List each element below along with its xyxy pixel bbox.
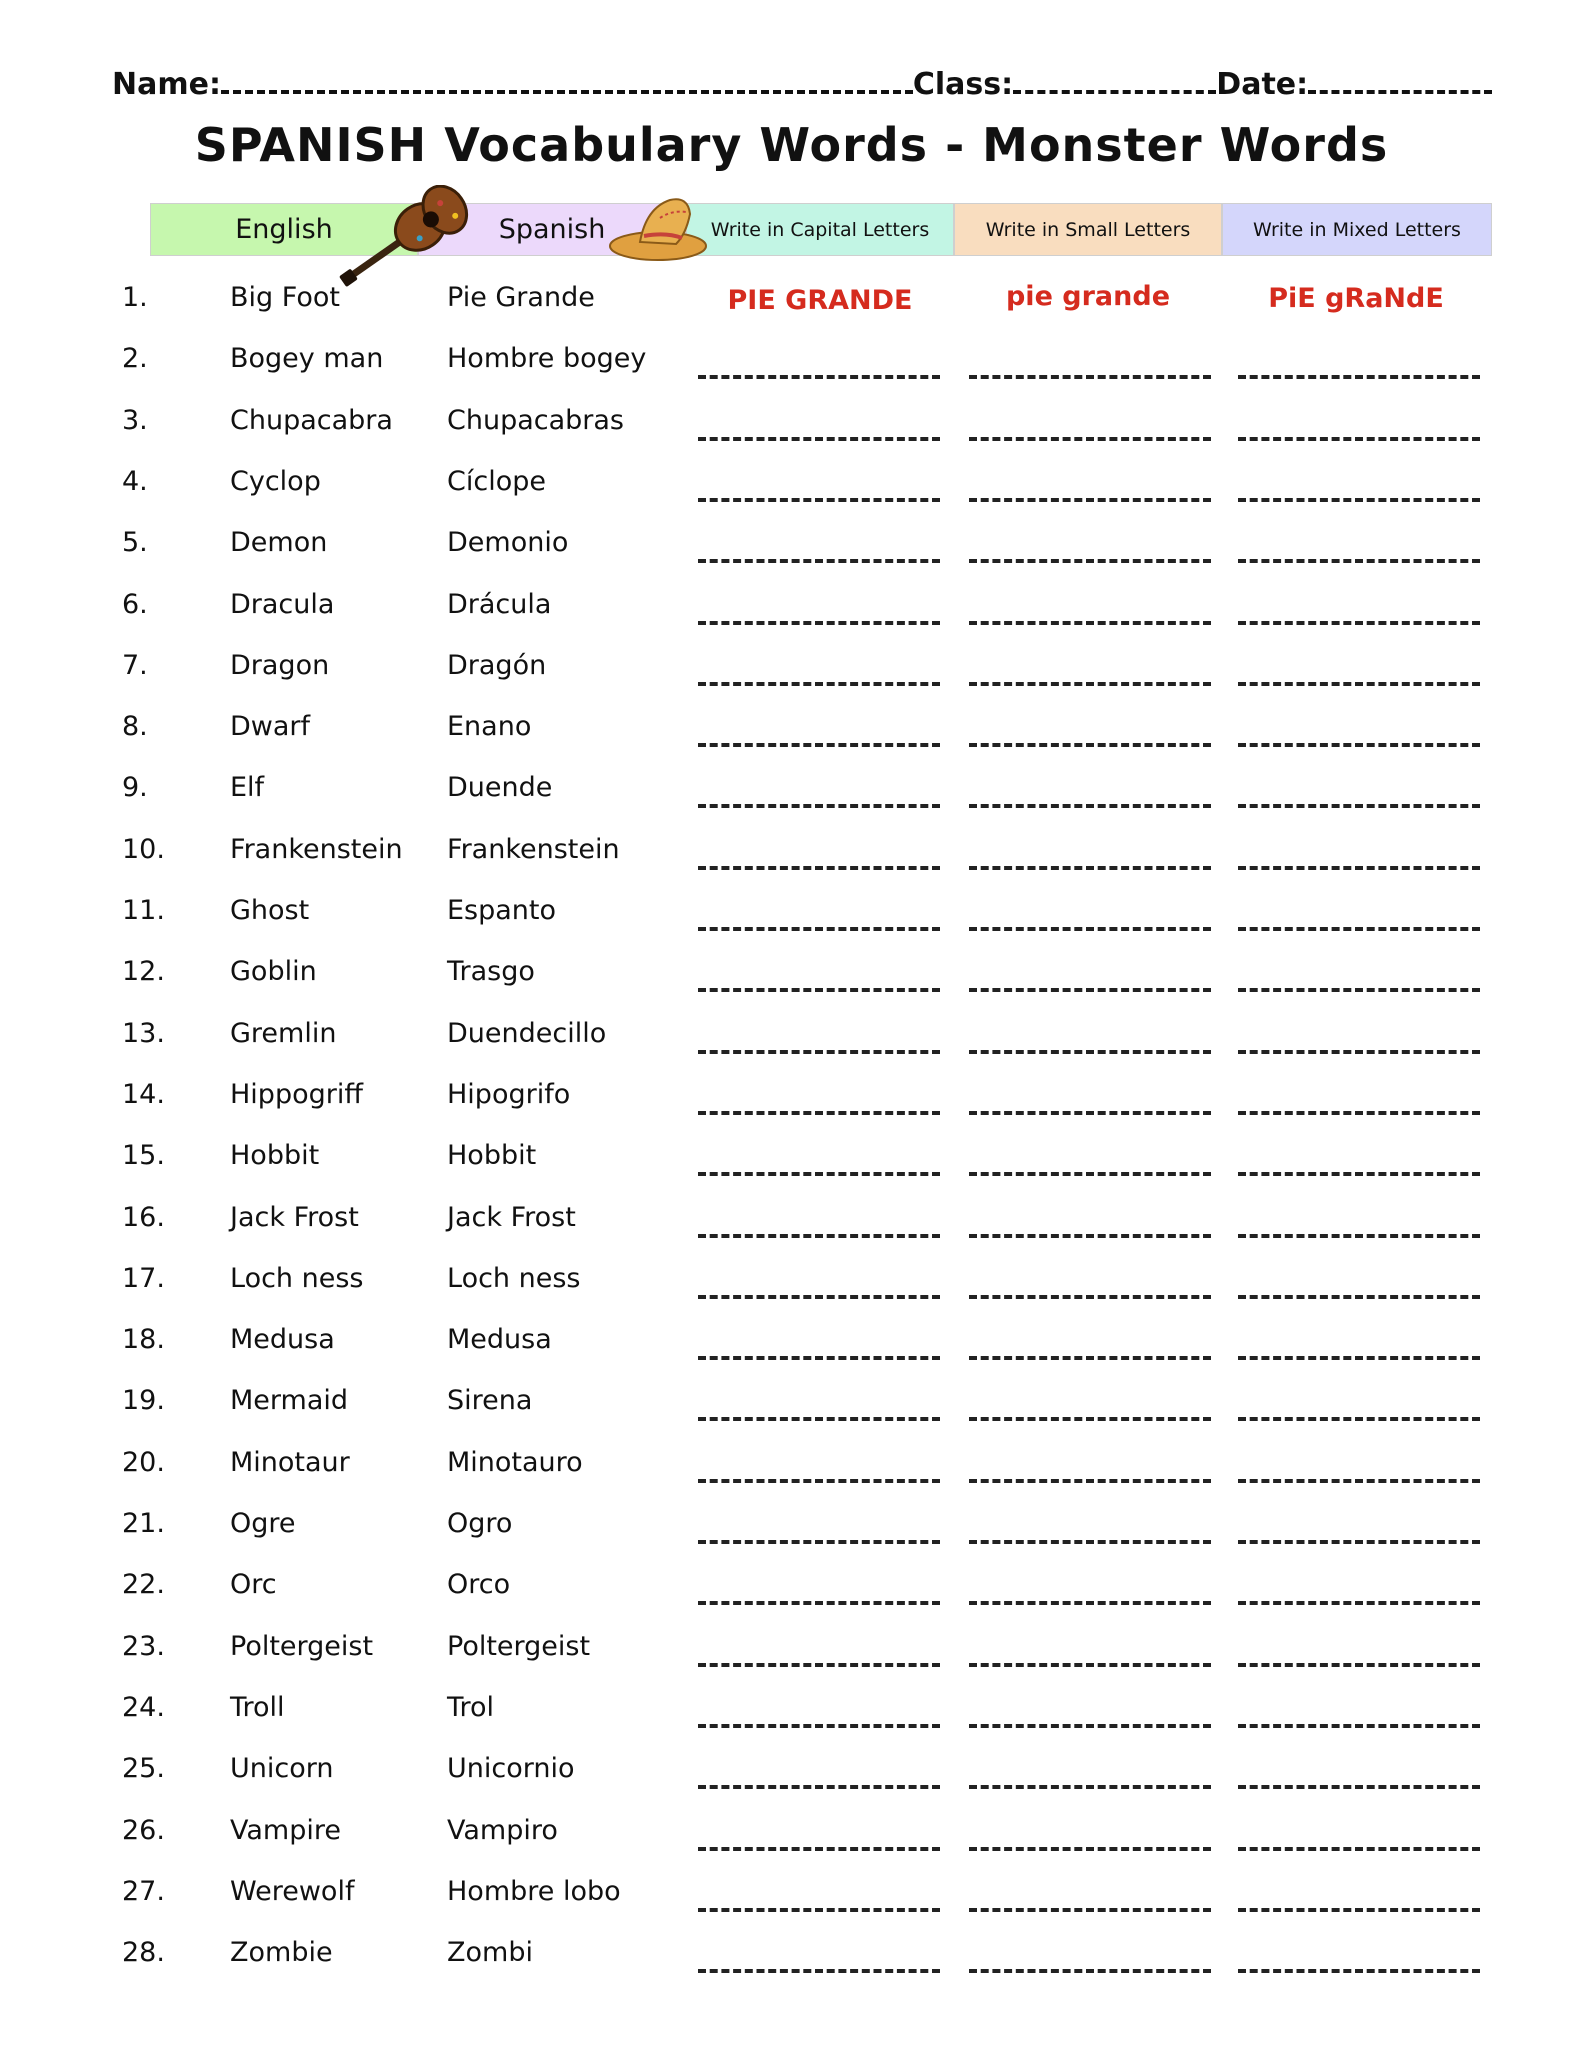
small-letters-blank[interactable]	[969, 1417, 1211, 1421]
vocabulary-row	[0, 1385, 1583, 1425]
english-word: Medusa	[230, 1324, 335, 1356]
row-number: 5.	[122, 527, 148, 559]
english-word: Demon	[230, 527, 328, 559]
vocabulary-row	[0, 282, 1583, 322]
mixed-letters-blank[interactable]	[1238, 559, 1480, 563]
small-letters-blank[interactable]	[969, 1785, 1211, 1789]
capital-letters-blank[interactable]	[698, 1908, 940, 1912]
spanish-word: Pie Grande	[447, 282, 595, 313]
small-letters-blank[interactable]	[969, 375, 1211, 379]
vocabulary-row	[0, 895, 1583, 935]
capital-letters-blank[interactable]	[698, 375, 940, 379]
capital-letters-blank[interactable]	[698, 1295, 940, 1299]
small-letters-blank[interactable]	[969, 498, 1211, 502]
row-number: 6.	[122, 588, 148, 620]
spanish-word: Medusa	[447, 1324, 552, 1356]
column-header-capital	[686, 203, 954, 256]
spanish-word: Minotauro	[447, 1446, 583, 1478]
english-word: Loch ness	[230, 1262, 364, 1294]
spanish-word: Sirena	[447, 1385, 533, 1417]
small-letters-blank[interactable]	[969, 559, 1211, 563]
column-header-small	[954, 203, 1222, 256]
capital-letters-blank[interactable]	[698, 1724, 940, 1728]
row-number: 23.	[122, 1630, 165, 1662]
english-word: Gremlin	[230, 1017, 337, 1049]
row-number: 25.	[122, 1753, 165, 1785]
vocabulary-row	[0, 650, 1583, 690]
spanish-word: Vampiro	[447, 1814, 558, 1846]
example-mixed: PiE gRaNdE	[1268, 283, 1444, 314]
student-info-line	[112, 62, 1492, 102]
english-word: Frankenstein	[230, 833, 403, 865]
sombrero-icon	[608, 188, 718, 268]
mixed-letters-blank[interactable]	[1238, 1601, 1480, 1605]
mixed-letters-blank[interactable]	[1238, 1479, 1480, 1483]
spanish-word: Hobbit	[447, 1140, 537, 1172]
mixed-letters-blank[interactable]	[1238, 1785, 1480, 1789]
small-letters-blank[interactable]	[969, 1969, 1211, 1973]
english-word: Hippogriff	[230, 1078, 363, 1110]
vocabulary-row	[0, 1508, 1583, 1548]
column-header-mixed-label: Write in Mixed Letters	[1253, 218, 1461, 241]
capital-letters-blank[interactable]	[698, 1234, 940, 1238]
spanish-word: Zombi	[447, 1937, 533, 1969]
english-word: Dragon	[230, 649, 330, 681]
row-number: 10.	[122, 833, 165, 865]
spanish-word: Drácula	[447, 588, 552, 620]
spanish-word: Trol	[447, 1691, 495, 1723]
english-word: Mermaid	[230, 1385, 349, 1417]
row-number: 27.	[122, 1875, 165, 1907]
spanish-word: Hombre bogey	[447, 343, 647, 375]
vocabulary-row	[0, 834, 1583, 874]
vocabulary-row	[0, 1324, 1583, 1364]
spanish-word: Demonio	[447, 527, 569, 559]
capital-letters-blank[interactable]	[698, 1111, 940, 1115]
capital-letters-blank[interactable]	[698, 1969, 940, 1973]
column-header-english-label: English	[235, 214, 333, 245]
capital-letters-blank[interactable]	[698, 1601, 940, 1605]
vocabulary-row	[0, 343, 1583, 383]
vocabulary-row	[0, 405, 1583, 445]
capital-letters-blank[interactable]	[698, 1847, 940, 1851]
spanish-word: Hombre lobo	[447, 1875, 621, 1907]
name-blank[interactable]	[221, 90, 913, 94]
small-letters-blank[interactable]	[969, 1847, 1211, 1851]
row-number: 7.	[122, 649, 148, 681]
row-number: 28.	[122, 1937, 165, 1969]
example-capital: PIE GRANDE	[727, 285, 913, 316]
english-word: Ghost	[230, 895, 310, 926]
capital-letters-blank[interactable]	[698, 1417, 940, 1421]
mixed-letters-blank[interactable]	[1238, 1234, 1480, 1238]
spanish-word: Duendecillo	[447, 1017, 607, 1049]
spanish-word: Cíclope	[447, 465, 546, 497]
english-word: Werewolf	[230, 1875, 355, 1907]
column-header-small-label: Write in Small Letters	[985, 218, 1191, 241]
small-letters-blank[interactable]	[969, 1356, 1211, 1360]
row-number: 2.	[122, 343, 148, 375]
capital-letters-blank[interactable]	[698, 927, 940, 931]
small-letters-blank[interactable]	[969, 866, 1211, 870]
small-letters-blank[interactable]	[969, 1724, 1211, 1728]
capital-letters-blank[interactable]	[698, 559, 940, 563]
row-number: 4.	[122, 465, 148, 497]
row-number: 1.	[122, 282, 148, 313]
vocabulary-row	[0, 1447, 1583, 1487]
mixed-letters-blank[interactable]	[1238, 988, 1480, 992]
mixed-letters-blank[interactable]	[1238, 1172, 1480, 1176]
page-title: SPANISH Vocabulary Words - Monster Words	[194, 118, 1389, 172]
column-header-spanish-label: Spanish	[498, 214, 606, 245]
spanish-word: Frankenstein	[447, 833, 620, 865]
row-number: 15.	[122, 1140, 165, 1172]
english-word: Big Foot	[230, 282, 340, 313]
capital-letters-blank[interactable]	[698, 988, 940, 992]
capital-letters-blank[interactable]	[698, 621, 940, 625]
mixed-letters-blank[interactable]	[1238, 621, 1480, 625]
english-word: Troll	[230, 1691, 285, 1723]
spanish-word: Dragón	[447, 649, 547, 681]
small-letters-blank[interactable]	[969, 1111, 1211, 1115]
row-number: 11.	[122, 895, 165, 926]
vocabulary-row	[0, 1815, 1583, 1855]
vocabulary-row	[0, 1876, 1583, 1916]
mixed-letters-blank[interactable]	[1238, 1908, 1480, 1912]
vocabulary-row	[0, 956, 1583, 996]
row-number: 13.	[122, 1017, 165, 1049]
capital-letters-blank[interactable]	[698, 682, 940, 686]
row-number: 9.	[122, 772, 148, 804]
capital-letters-blank[interactable]	[698, 1356, 940, 1360]
capital-letters-blank[interactable]	[698, 498, 940, 502]
capital-letters-blank[interactable]	[698, 804, 940, 808]
date-label: Date:	[1216, 67, 1309, 102]
spanish-word: Espanto	[447, 895, 557, 926]
spanish-word: Poltergeist	[447, 1630, 591, 1662]
capital-letters-blank[interactable]	[698, 743, 940, 747]
small-letters-blank[interactable]	[969, 927, 1211, 931]
small-letters-blank[interactable]	[969, 1234, 1211, 1238]
spanish-word: Duende	[447, 772, 553, 804]
spanish-word: Hipogrifo	[447, 1078, 571, 1110]
small-letters-blank[interactable]	[969, 988, 1211, 992]
vocabulary-row	[0, 1140, 1583, 1180]
mixed-letters-blank[interactable]	[1238, 1969, 1480, 1973]
capital-letters-blank[interactable]	[698, 1172, 940, 1176]
english-word: Hobbit	[230, 1140, 320, 1172]
row-number: 24.	[122, 1691, 165, 1723]
spanish-word: Orco	[447, 1569, 511, 1601]
spanish-word: Ogro	[447, 1508, 513, 1539]
vocabulary-row	[0, 1569, 1583, 1609]
vocabulary-row	[0, 1692, 1583, 1732]
mixed-letters-blank[interactable]	[1238, 1724, 1480, 1728]
small-letters-blank[interactable]	[969, 1601, 1211, 1605]
capital-letters-blank[interactable]	[698, 1479, 940, 1483]
vocabulary-row	[0, 1079, 1583, 1119]
mixed-letters-blank[interactable]	[1238, 804, 1480, 808]
spanish-word: Unicornio	[447, 1753, 575, 1785]
vocabulary-row	[0, 1018, 1583, 1058]
spanish-word: Loch ness	[447, 1262, 581, 1294]
mixed-letters-blank[interactable]	[1238, 1050, 1480, 1054]
spanish-word: Trasgo	[447, 956, 535, 988]
small-letters-blank[interactable]	[969, 682, 1211, 686]
english-word: Minotaur	[230, 1446, 350, 1478]
small-letters-blank[interactable]	[969, 1663, 1211, 1667]
english-word: Poltergeist	[230, 1630, 374, 1662]
row-number: 8.	[122, 711, 148, 743]
row-number: 22.	[122, 1569, 165, 1601]
english-word: Zombie	[230, 1937, 333, 1969]
small-letters-blank[interactable]	[969, 1908, 1211, 1912]
row-number: 18.	[122, 1324, 165, 1356]
mixed-letters-blank[interactable]	[1238, 437, 1480, 441]
date-blank[interactable]	[1308, 90, 1492, 94]
vocabulary-row	[0, 1631, 1583, 1671]
small-letters-blank[interactable]	[969, 437, 1211, 441]
english-word: Cyclop	[230, 465, 321, 497]
row-number: 16.	[122, 1201, 165, 1233]
mixed-letters-blank[interactable]	[1238, 1295, 1480, 1299]
mixed-letters-blank[interactable]	[1238, 1356, 1480, 1360]
capital-letters-blank[interactable]	[698, 1663, 940, 1667]
small-letters-blank[interactable]	[969, 1295, 1211, 1299]
row-number: 26.	[122, 1814, 165, 1846]
english-word: Orc	[230, 1569, 277, 1601]
mixed-letters-blank[interactable]	[1238, 866, 1480, 870]
mixed-letters-blank[interactable]	[1238, 1111, 1480, 1115]
row-number: 20.	[122, 1446, 165, 1478]
small-letters-blank[interactable]	[969, 1050, 1211, 1054]
capital-letters-blank[interactable]	[698, 866, 940, 870]
row-number: 21.	[122, 1508, 165, 1539]
capital-letters-blank[interactable]	[698, 437, 940, 441]
vocabulary-row	[0, 772, 1583, 812]
row-number: 14.	[122, 1078, 165, 1110]
spanish-word: Chupacabras	[447, 404, 625, 436]
guitar-icon	[330, 185, 480, 295]
mixed-letters-blank[interactable]	[1238, 498, 1480, 502]
english-word: Dwarf	[230, 711, 311, 743]
vocabulary-row	[0, 1263, 1583, 1303]
name-label: Name:	[112, 67, 221, 102]
english-word: Jack Frost	[230, 1201, 359, 1233]
small-letters-blank[interactable]	[969, 621, 1211, 625]
vocabulary-row	[0, 589, 1583, 629]
vocabulary-row	[0, 527, 1583, 567]
column-header-mixed	[1222, 203, 1492, 256]
class-label: Class:	[912, 67, 1014, 102]
english-word: Chupacabra	[230, 404, 393, 436]
english-word: Dracula	[230, 588, 335, 620]
mixed-letters-blank[interactable]	[1238, 682, 1480, 686]
english-word: Elf	[230, 772, 265, 804]
spanish-word: Jack Frost	[447, 1201, 576, 1233]
column-header-capital-label: Write in Capital Letters	[710, 218, 930, 241]
vocabulary-row	[0, 1937, 1583, 1977]
vocabulary-row	[0, 1753, 1583, 1793]
mixed-letters-blank[interactable]	[1238, 1417, 1480, 1421]
row-number: 17.	[122, 1262, 165, 1294]
mixed-letters-blank[interactable]	[1238, 1540, 1480, 1544]
english-word: Vampire	[230, 1814, 341, 1846]
mixed-letters-blank[interactable]	[1238, 375, 1480, 379]
small-letters-blank[interactable]	[969, 1172, 1211, 1176]
capital-letters-blank[interactable]	[698, 1785, 940, 1789]
capital-letters-blank[interactable]	[698, 1540, 940, 1544]
mixed-letters-blank[interactable]	[1238, 743, 1480, 747]
spanish-word: Enano	[447, 711, 532, 743]
small-letters-blank[interactable]	[969, 804, 1211, 808]
example-small: pie grande	[1005, 281, 1171, 312]
capital-letters-blank[interactable]	[698, 1050, 940, 1054]
small-letters-blank[interactable]	[969, 1479, 1211, 1483]
mixed-letters-blank[interactable]	[1238, 1847, 1480, 1851]
row-number: 12.	[122, 956, 165, 988]
small-letters-blank[interactable]	[969, 743, 1211, 747]
vocabulary-row	[0, 466, 1583, 506]
english-word: Goblin	[230, 956, 317, 988]
row-number: 3.	[122, 404, 148, 436]
english-word: Ogre	[230, 1508, 296, 1539]
small-letters-blank[interactable]	[969, 1540, 1211, 1544]
vocabulary-row	[0, 1202, 1583, 1242]
english-word: Bogey man	[230, 343, 384, 375]
vocabulary-row	[0, 711, 1583, 751]
mixed-letters-blank[interactable]	[1238, 927, 1480, 931]
row-number: 19.	[122, 1385, 165, 1417]
class-blank[interactable]	[1013, 90, 1216, 94]
english-word: Unicorn	[230, 1753, 334, 1785]
mixed-letters-blank[interactable]	[1238, 1663, 1480, 1667]
